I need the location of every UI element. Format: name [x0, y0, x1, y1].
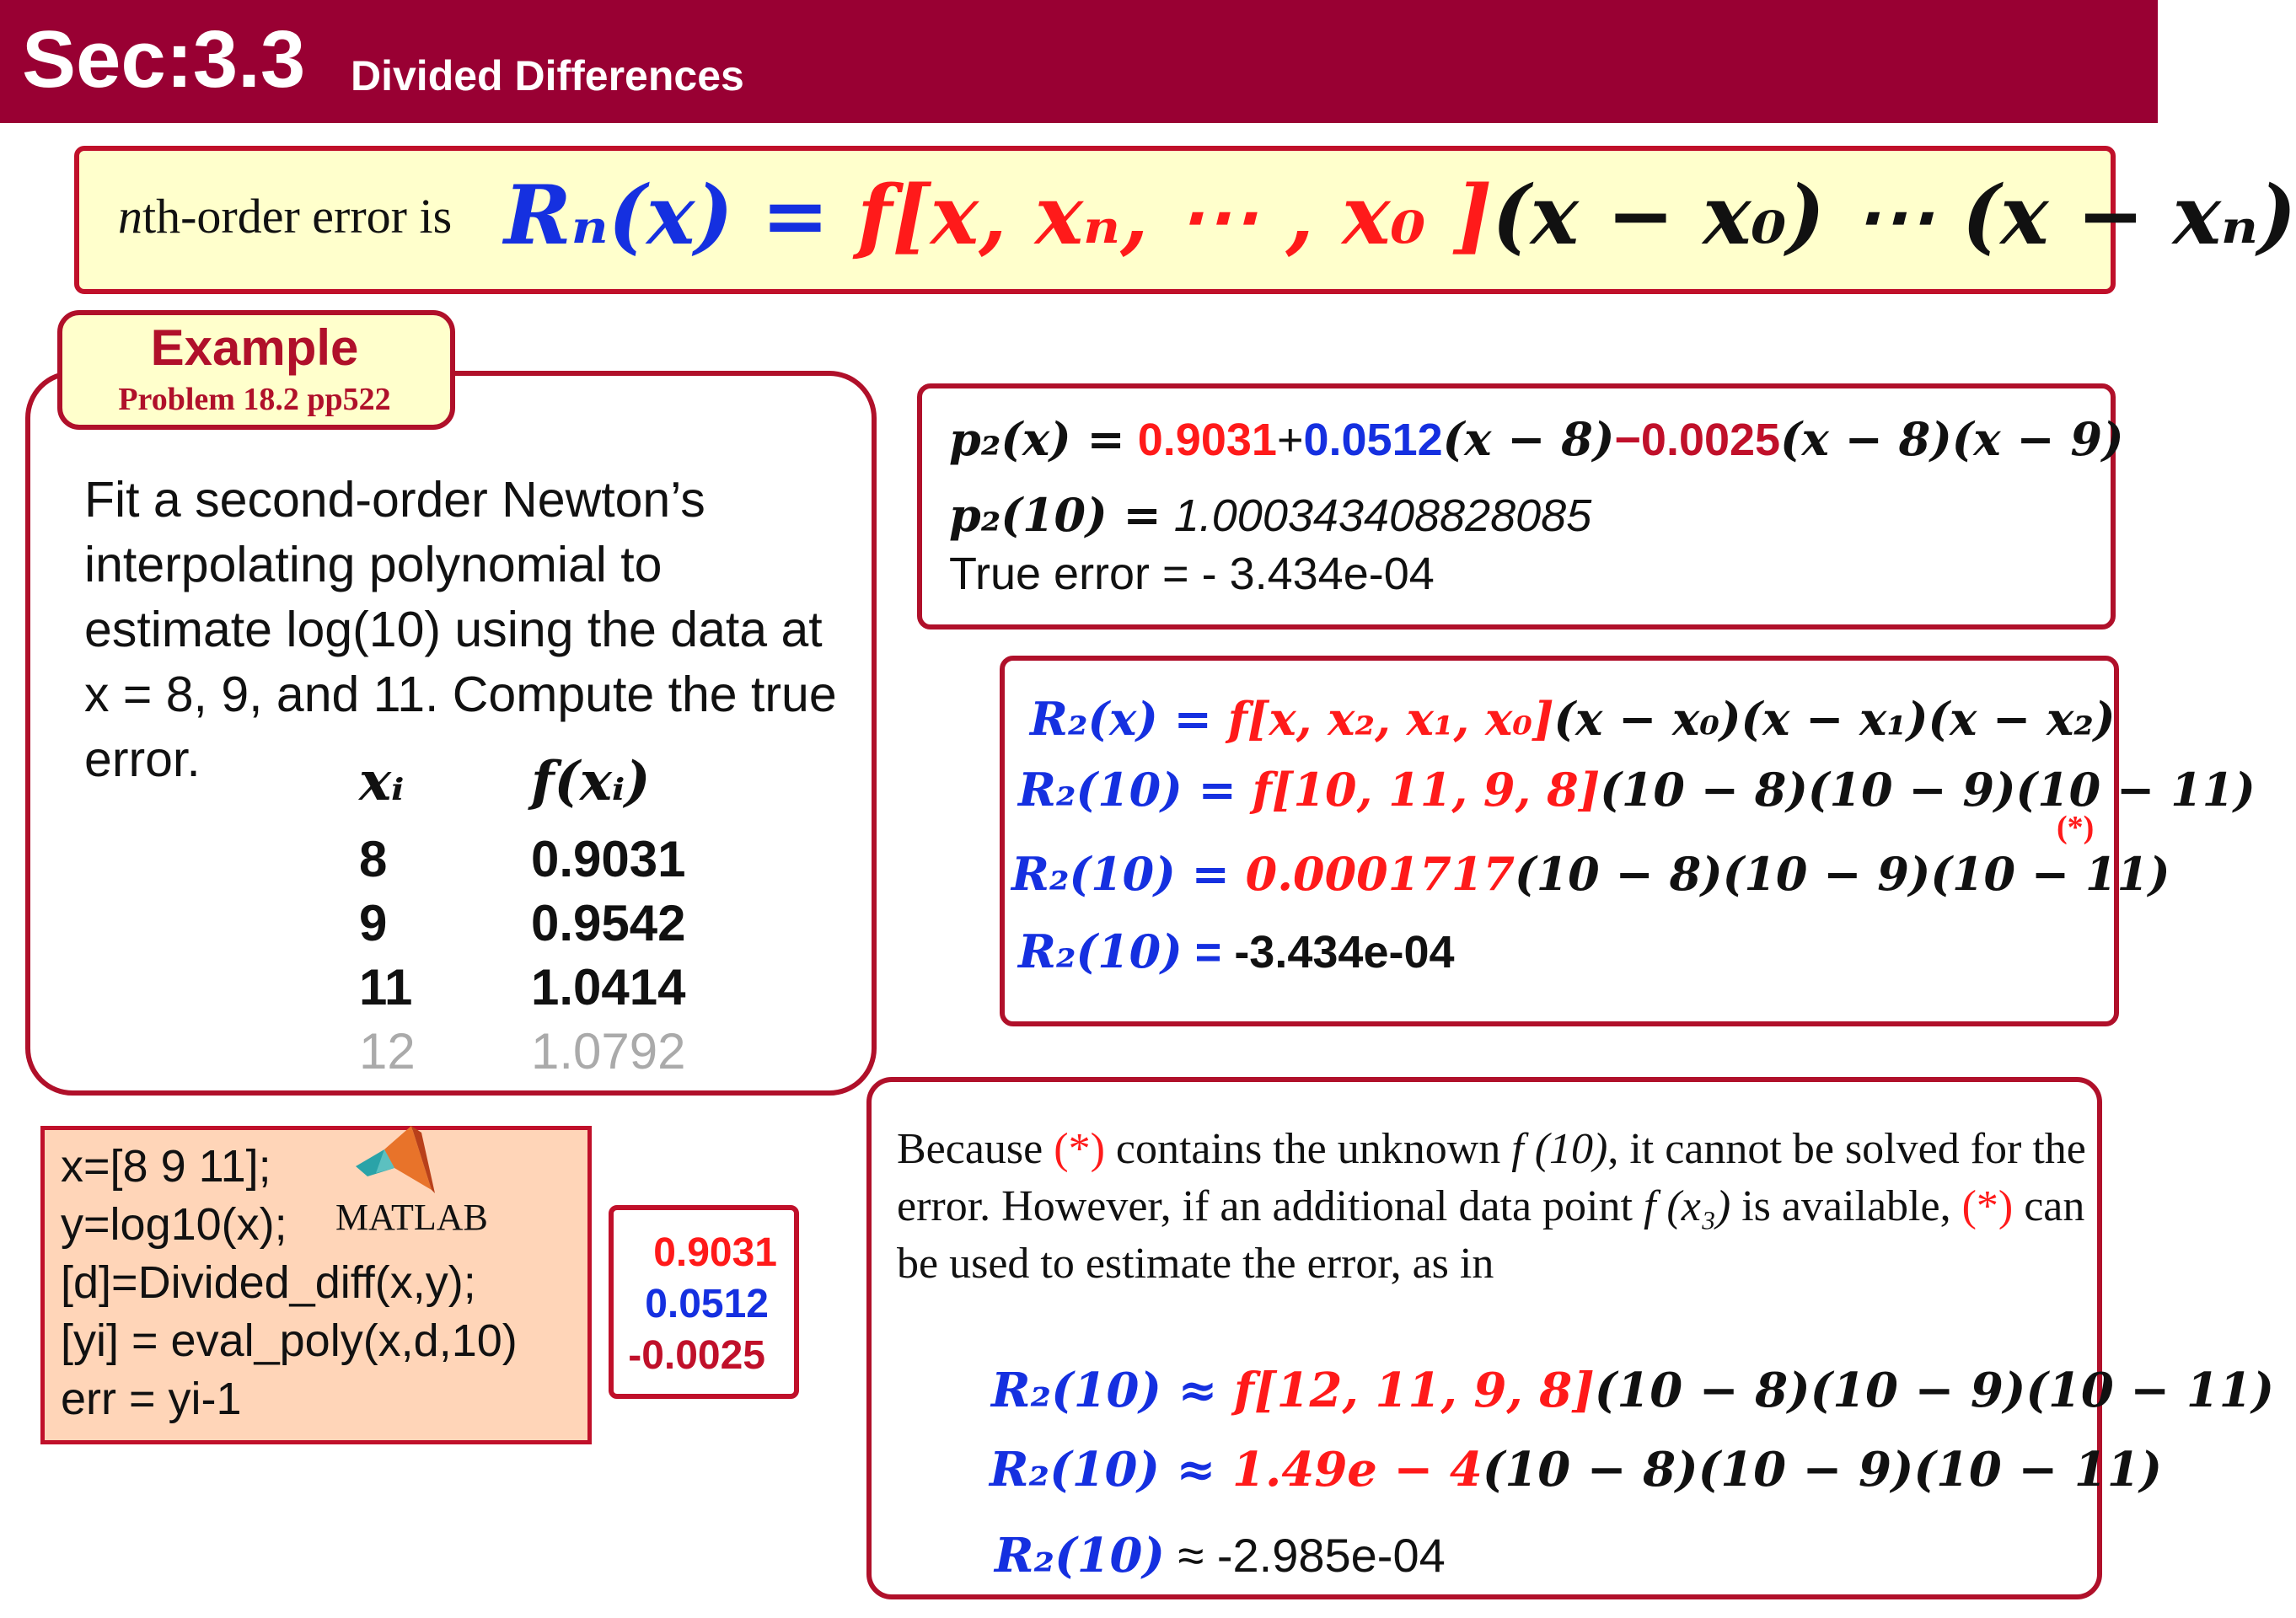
section-title: Divided Differences [351, 52, 744, 99]
code-line: x=[8 9 11]; [61, 1141, 271, 1192]
r2x-lhs: R₂(x) = [1030, 692, 1212, 746]
term-1: (x − 8) [1442, 412, 1615, 466]
estimate-line-2 [990, 1439, 2162, 1500]
header-bar [0, 0, 2158, 123]
r2-10-product-3: (10 − 8)(10 − 9)(10 − 11) [1515, 847, 2170, 901]
because-text-2: contains the unknown [1104, 1125, 1512, 1173]
table-row-fx: 1.0792 [531, 1023, 686, 1080]
true-error: True error = - 3.434e-04 [949, 549, 1435, 599]
table-header-x: xᵢ [359, 750, 405, 813]
code-line: y=log10(x); [61, 1199, 287, 1250]
table-row-x: 8 [359, 831, 388, 887]
table-row-x: 9 [359, 895, 388, 951]
estimate-line-1 [991, 1360, 2274, 1421]
problem-statement: Fit a second-order Newton’s interpolating polynomial to estimate log(10) using the data at x = 8, 9, and 11. Compute the true error. [84, 472, 837, 787]
r2-10-result: -3.434e-04 [1234, 927, 1455, 978]
equals-sign: = [1182, 927, 1235, 978]
star-ref-1: (*) [1054, 1125, 1105, 1173]
table-header-fx: f(xᵢ) [531, 750, 651, 813]
est1-lhs: R₂(10) ≈ [991, 1363, 1218, 1418]
matlab-logo-icon [351, 1124, 438, 1197]
error-formula [504, 165, 2296, 266]
star-ref-2: (*) [1961, 1182, 2014, 1230]
coefficient-1: 0.0512 [645, 1282, 769, 1326]
table-row-fx: 0.9031 [531, 831, 686, 887]
r2x-product: (x − x₀)(x − x₁)(x − x₂) [1553, 692, 2116, 746]
error-product: (x − x₀) ⋯ (x − xₙ) [1492, 168, 2296, 263]
table-row-fx: 1.0414 [531, 959, 686, 1015]
r2x-dd: f[x, x₂, x₁, x₀] [1227, 692, 1554, 746]
matlab-code [61, 1138, 518, 1428]
p2-10-lhs: p₂(10) = [949, 488, 1161, 542]
est3-result: -2.985e-04 [1216, 1529, 1446, 1582]
code-line: err = yi-1 [61, 1374, 242, 1424]
table-row-x: 12 [359, 1023, 416, 1080]
code-line: [d]=Divided_diff(x,y); [61, 1257, 476, 1308]
estimation-text [897, 1121, 2094, 1293]
because-text-5: can be used to estimate the error, as in [897, 1182, 2085, 1288]
lead-n: n [118, 189, 142, 244]
r2-10-lhs-3: R₂(10) = [1011, 847, 1230, 901]
remainder-line-4 [1018, 922, 1455, 982]
est2-value: 1.49e − 4 [1231, 1442, 1483, 1497]
error-lhs: Rₙ(x) = [504, 168, 829, 263]
coef-0: 0.9031 [1137, 415, 1277, 465]
p2-10-value: 1.000343408828085 [1173, 490, 1592, 541]
term-2: (x − 8)(x − 9) [1780, 412, 2124, 466]
table-row-fx: 0.9542 [531, 895, 686, 951]
approx-sign: ≈ [1165, 1529, 1217, 1582]
est1-product: (10 − 8)(10 − 9)(10 − 11) [1594, 1363, 2275, 1418]
lead-text: th-order error is [142, 189, 453, 244]
remainder-line-3 [1011, 844, 2170, 903]
plus-sign: + [1276, 415, 1304, 465]
error-divided-difference: f[x, xₙ, ⋯ , x₀ ] [857, 168, 1493, 263]
r2-10-dd: f[10, 11, 9, 8] [1252, 763, 1601, 817]
r2-10-dd-value: 0.0001717 [1245, 847, 1515, 901]
because-text-3: , it cannot be solved for the error. However, if an additional data point [897, 1125, 2086, 1230]
estimate-line-3 [995, 1525, 1446, 1586]
coef-2: −0.0025 [1614, 415, 1781, 465]
polynomial-value [949, 485, 1591, 545]
example-title: Example [150, 319, 359, 376]
data-point-fx3: f (x₃) [1643, 1182, 1731, 1230]
remainder-line-1 [1030, 689, 2116, 748]
polynomial-formula [949, 410, 2124, 469]
unknown-f10: f (10) [1511, 1125, 1608, 1173]
p2-lhs: p₂(x) = [949, 412, 1125, 466]
example-subtitle: Problem 18.2 pp522 [118, 382, 391, 417]
est1-dd: f[12, 11, 9, 8] [1233, 1363, 1595, 1418]
coefficient-0: 0.9031 [653, 1230, 777, 1275]
table-row-x: 11 [359, 959, 413, 1015]
est3-lhs: R₂(10) [995, 1528, 1165, 1583]
error-formula-lead [118, 187, 452, 246]
est2-product: (10 − 8)(10 − 9)(10 − 11) [1482, 1442, 2163, 1497]
est2-lhs: R₂(10) ≈ [990, 1442, 1216, 1497]
coef-1: 0.0512 [1303, 415, 1443, 465]
because-text-1: Because [897, 1125, 1054, 1173]
r2-10-product: (10 − 8)(10 − 9)(10 − 11) [1600, 763, 2256, 817]
code-line: [yi] = eval_poly(x,d,10) [61, 1315, 518, 1366]
section-number: Sec:3.3 [22, 14, 306, 104]
r2-10-lhs: R₂(10) = [1018, 763, 1237, 817]
coefficient-2: -0.0025 [628, 1333, 765, 1378]
star-marker: (*) [2057, 810, 2095, 845]
r2-10-lhs-4: R₂(10) [1018, 924, 1183, 978]
matlab-logo-text: MATLAB [335, 1197, 488, 1238]
because-text-4: is available, [1730, 1182, 1962, 1230]
